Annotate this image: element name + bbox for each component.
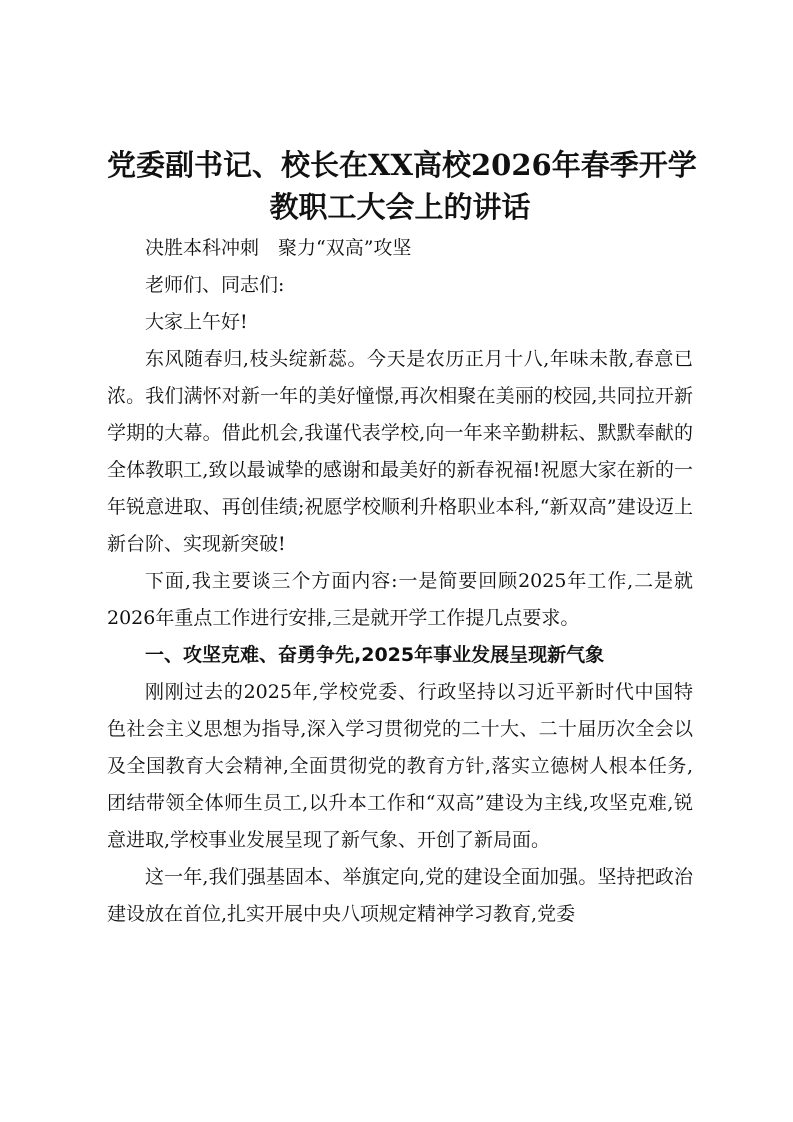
review-paragraph: 刚刚过去的2025年,学校党委、行政坚持以习近平新时代中国特色社会主义思想为指导,深入学习贯彻党的二十大、二十届历次全会以及全国教育大会精神,全面贯彻党的教育方针,落实立德树人根本任务,团结带领全体师生员工,以升本工作和“双高”建设为主线,攻坚克难,锐意进取,学校事业发展呈现了新气象、开创了新局面。 xyxy=(107,681,693,851)
document-body xyxy=(107,144,697,933)
greeting: 大家上午好! xyxy=(145,311,248,333)
outline-paragraph: 下面,我主要谈三个方面内容:一是简要回顾2025年工作,二是就2026年重点工作进行安排,三是就开学工作提几点要求。 xyxy=(107,570,693,629)
salutation: 老师们、同志们: xyxy=(145,274,285,296)
document-title-line-2: 教职工大会上的讲话 xyxy=(269,190,531,224)
section-heading: 一、攻坚克难、奋勇争先,2025年事业发展呈现新气象 xyxy=(145,644,605,666)
document-title-line-1: 党委副书记、校长在XX高校2026年春季开学 xyxy=(107,148,697,182)
party-building-paragraph: 这一年,我们强基固本、举旗定向,党的建设全面加强。坚持把政治建设放在首位,扎实开展中央八项规定精神学习教育,党委 xyxy=(107,866,693,925)
intro-paragraph: 东风随春归,枝头绽新蕊。今天是农历正月十八,年味未散,春意已浓。我们满怀对新一年的美好憧憬,再次相聚在美丽的校园,共同拉开新学期的大幕。借此机会,我谨代表学校,向一年来辛勤耕耘、默默奉献的全体教职工,致以最诚挚的感谢和最美好的新春祝福!祝愿大家在新的一年锐意进取、再创佳绩;祝愿学校顺利升格职业本科,“新双高”建设迈上新台阶、实现新突破! xyxy=(107,348,693,555)
speech-subtitle: 决胜本科冲刺 聚力“双高”攻坚 xyxy=(145,237,412,259)
